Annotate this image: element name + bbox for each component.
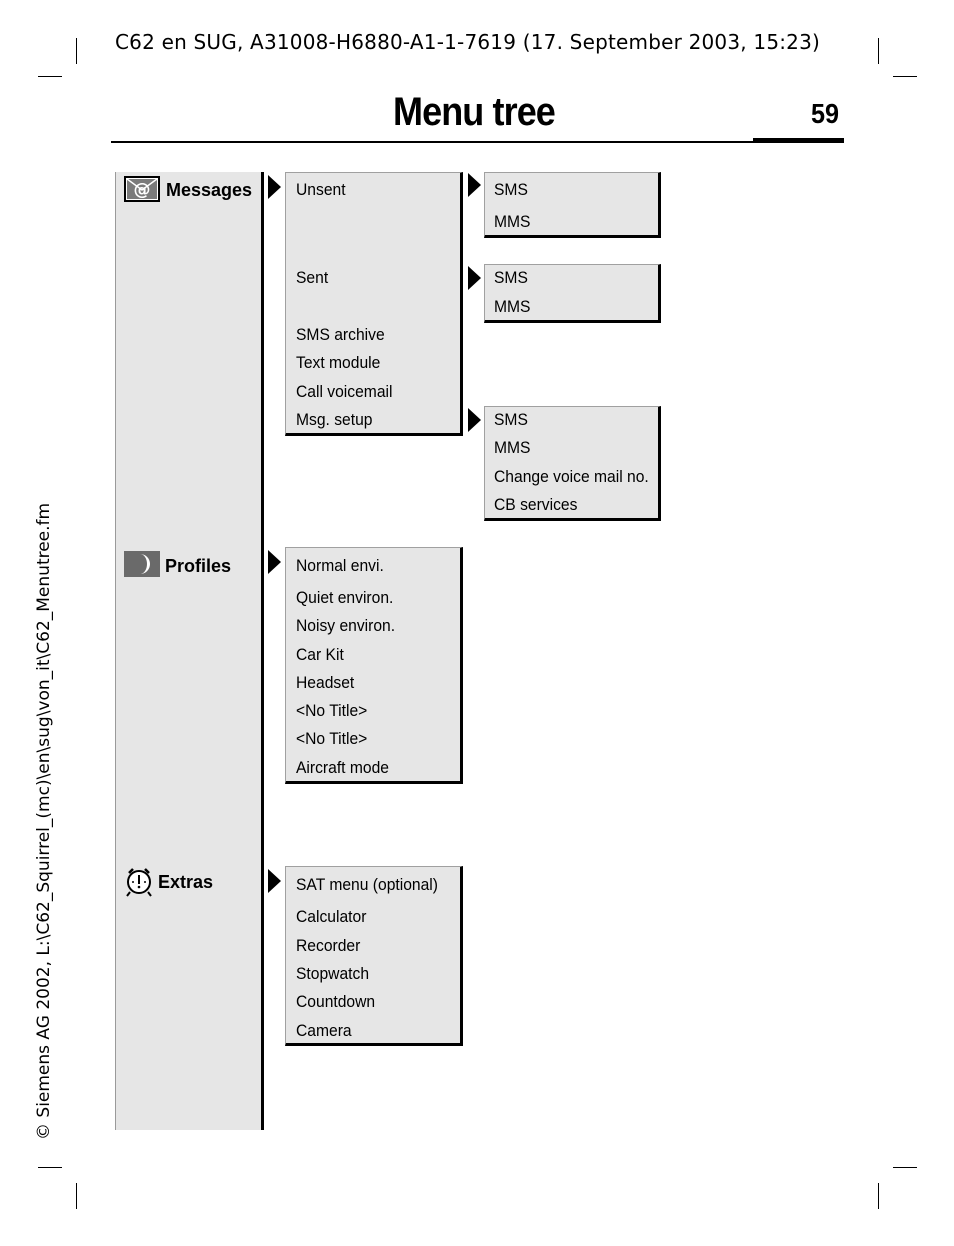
envelope-at-icon	[124, 176, 160, 207]
category-column	[115, 172, 262, 1130]
menu-item-setup-mms[interactable]: MMS	[494, 438, 531, 457]
page-title: Menu tree	[393, 90, 555, 134]
menu-item-cb-services[interactable]: CB services	[494, 495, 578, 514]
crop-mark	[38, 1167, 62, 1168]
menu-item-camera[interactable]: Camera	[296, 1021, 352, 1040]
menu-item-msg-setup[interactable]: Msg. setup	[296, 410, 373, 429]
doc-info-header: C62 en SUG, A31008-H6880-A1-1-7619 (17. September 2003, 15:23)	[115, 30, 821, 54]
title-rule	[111, 141, 753, 143]
menu-item-sent-sms[interactable]: SMS	[494, 268, 528, 287]
menu-item-stopwatch[interactable]: Stopwatch	[296, 964, 370, 983]
crop-mark	[878, 38, 879, 64]
moon-icon	[124, 551, 160, 582]
page-number: 59	[811, 98, 840, 129]
menu-item-no-title-2[interactable]: <No Title>	[296, 729, 368, 748]
page-number-rule	[753, 138, 844, 143]
copyright-side-note: © Siemens AG 2002, L:\C62_Squirrel_(mc)\en\sug\von_it\C62_Menutree.fm	[34, 502, 54, 1140]
menu-item-noisy-environ[interactable]: Noisy environ.	[296, 616, 396, 635]
category-profiles[interactable]: Profiles	[165, 556, 232, 576]
menu-item-no-title-1[interactable]: <No Title>	[296, 701, 368, 720]
menu-item-unsent-mms[interactable]: MMS	[494, 212, 531, 231]
category-extras[interactable]: Extras	[158, 872, 214, 892]
arrow-right-icon	[468, 173, 481, 197]
alarm-clock-icon	[124, 866, 154, 903]
menu-item-change-voicemail[interactable]: Change voice mail no.	[494, 467, 649, 486]
crop-mark	[893, 1167, 917, 1168]
menu-item-normal-envi[interactable]: Normal envi.	[296, 556, 384, 575]
menu-item-unsent-sms[interactable]: SMS	[494, 180, 528, 199]
crop-mark	[878, 1183, 879, 1209]
menu-item-text-module[interactable]: Text module	[296, 353, 381, 372]
menu-item-call-voicemail[interactable]: Call voicemail	[296, 382, 393, 401]
arrow-right-icon	[268, 550, 281, 574]
crop-mark	[76, 1183, 77, 1209]
menu-item-unsent[interactable]: Unsent	[296, 180, 346, 199]
menu-item-calculator[interactable]: Calculator	[296, 907, 367, 926]
svg-text:@: @	[133, 180, 151, 200]
menu-item-car-kit[interactable]: Car Kit	[296, 645, 344, 664]
menu-item-sent-mms[interactable]: MMS	[494, 297, 531, 316]
category-column-border	[261, 172, 264, 1130]
menu-item-sat-menu[interactable]: SAT menu (optional)	[296, 875, 438, 894]
menu-item-aircraft-mode[interactable]: Aircraft mode	[296, 758, 390, 777]
menu-item-sms-archive[interactable]: SMS archive	[296, 325, 385, 344]
crop-mark	[38, 76, 62, 77]
arrow-right-icon	[268, 869, 281, 893]
menu-item-quiet-environ[interactable]: Quiet environ.	[296, 588, 394, 607]
menu-item-countdown[interactable]: Countdown	[296, 992, 376, 1011]
menu-item-recorder[interactable]: Recorder	[296, 936, 361, 955]
category-messages[interactable]: Messages	[166, 180, 253, 200]
crop-mark	[76, 38, 77, 64]
arrow-right-icon	[468, 408, 481, 432]
arrow-right-icon	[268, 175, 281, 199]
arrow-right-icon	[468, 266, 481, 290]
menu-item-headset[interactable]: Headset	[296, 673, 355, 692]
menu-item-setup-sms[interactable]: SMS	[494, 410, 528, 429]
crop-mark	[893, 76, 917, 77]
menu-item-sent[interactable]: Sent	[296, 268, 329, 287]
